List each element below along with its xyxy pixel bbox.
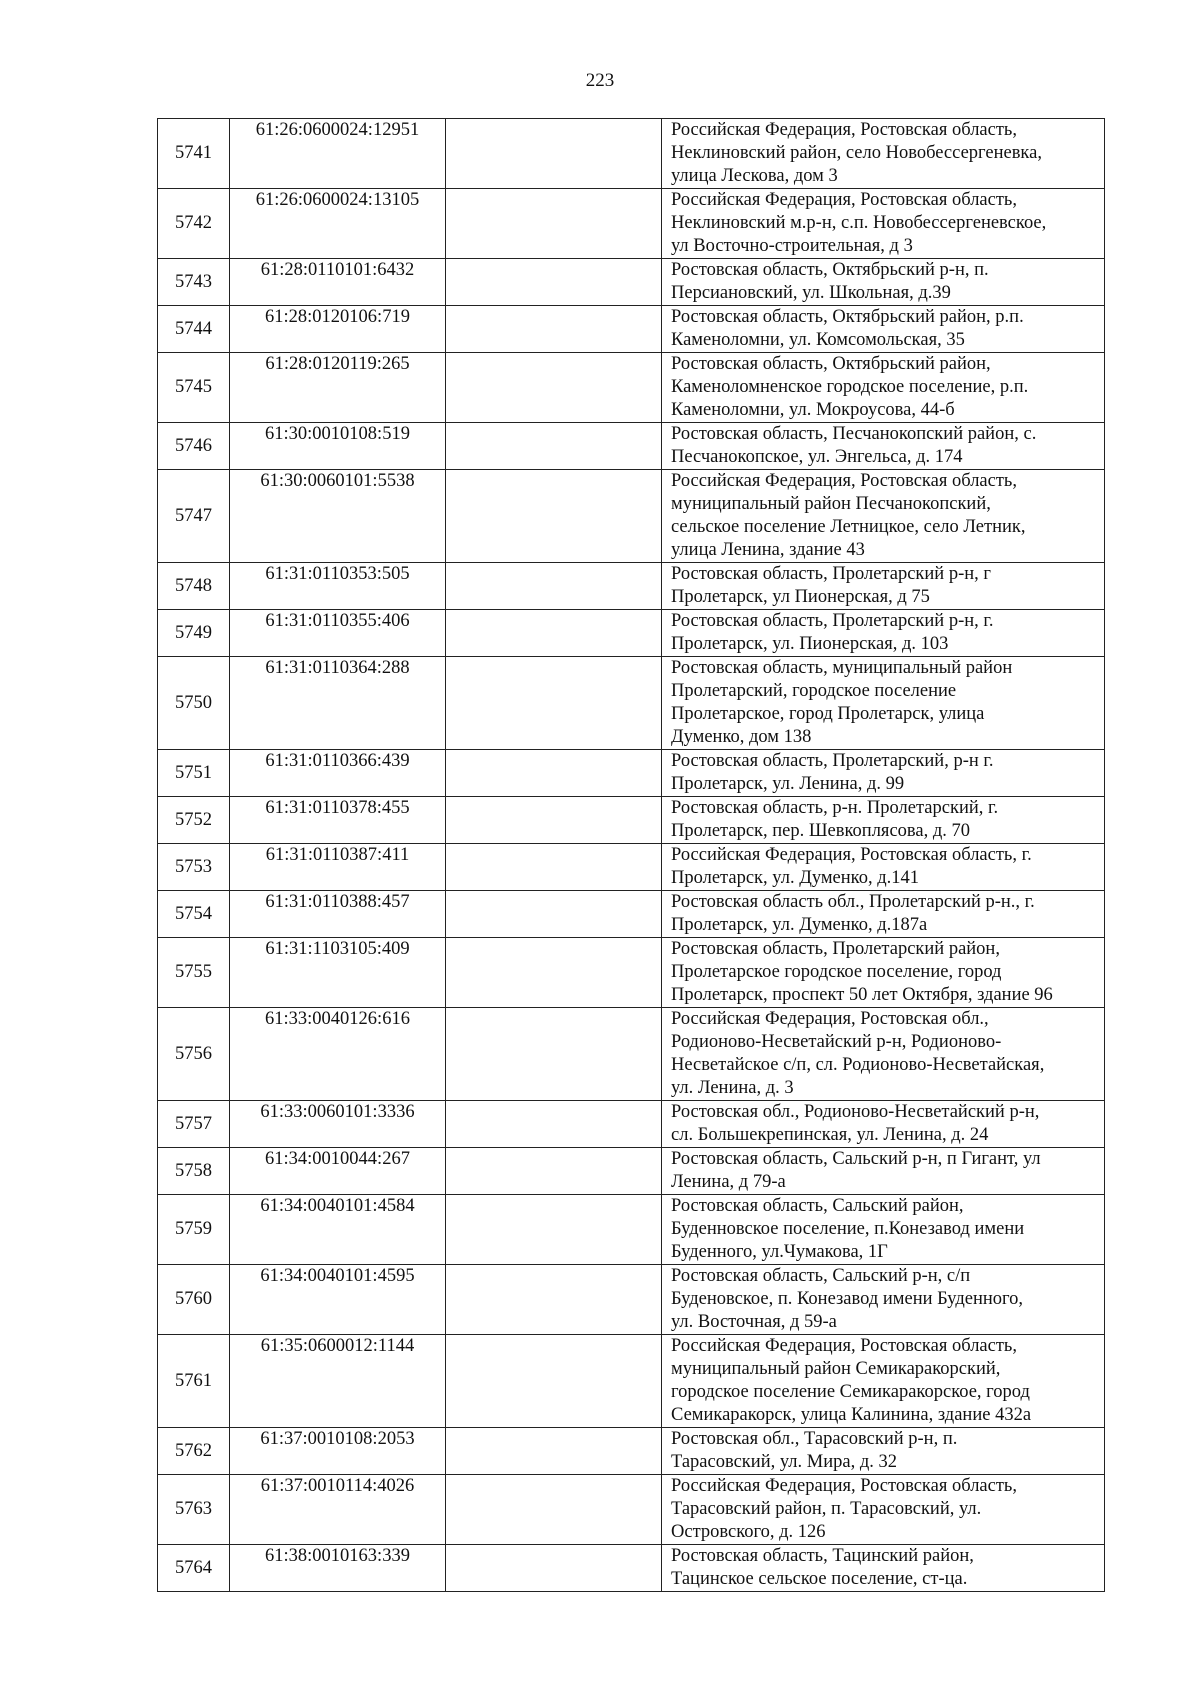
empty-cell <box>446 657 662 750</box>
row-number-cell: 5760 <box>158 1265 230 1335</box>
empty-cell <box>446 259 662 306</box>
address-cell <box>662 189 1105 259</box>
address-line: Семикаракорск, улица Калинина, здание 432а <box>671 1405 1032 1425</box>
address-line: муниципальный район Семикаракорский, <box>671 1359 1001 1379</box>
empty-cell <box>446 1148 662 1195</box>
empty-cell <box>446 1265 662 1335</box>
address-line: Ростовская область, Сальский р-н, с/п <box>671 1266 971 1286</box>
address-line: ул. Ленина, д. 3 <box>671 1078 794 1098</box>
cadastral-number-cell: 61:31:0110388:457 <box>230 891 446 938</box>
table-row <box>158 306 1105 353</box>
table-row <box>158 1265 1105 1335</box>
row-number-cell: 5748 <box>158 563 230 610</box>
address-line: Тацинское сельское поселение, ст-ца. <box>671 1569 968 1589</box>
row-number-cell: 5764 <box>158 1545 230 1592</box>
empty-cell <box>446 563 662 610</box>
address-line: сл. Большекрепинская, ул. Ленина, д. 24 <box>671 1125 989 1145</box>
address-line: ул. Восточная, д 59-а <box>671 1312 837 1332</box>
address-cell <box>662 938 1105 1008</box>
cadastral-number-cell: 61:26:0600024:13105 <box>230 189 446 259</box>
address-line: Ростовская область, р-н. Пролетарский, г. <box>671 798 999 818</box>
cadastral-number-cell: 61:37:0010108:2053 <box>230 1428 446 1475</box>
row-number-cell: 5754 <box>158 891 230 938</box>
cadastral-number-cell: 61:31:0110353:505 <box>230 563 446 610</box>
table-row <box>158 563 1105 610</box>
address-line: Пролетарск, ул. Думенко, д.187а <box>671 915 928 935</box>
cadastral-number-cell: 61:37:0010114:4026 <box>230 1475 446 1545</box>
address-cell <box>662 119 1105 189</box>
table-row <box>158 1008 1105 1101</box>
row-number-cell: 5755 <box>158 938 230 1008</box>
row-number-cell: 5750 <box>158 657 230 750</box>
table-row <box>158 610 1105 657</box>
empty-cell <box>446 938 662 1008</box>
address-line: Пролетарск, пер. Шевкоплясова, д. 70 <box>671 821 971 841</box>
cadastral-number-cell: 61:31:0110364:288 <box>230 657 446 750</box>
address-line: Ростовская область, Сальский район, <box>671 1196 964 1216</box>
address-line: Ростовская область, Песчанокопский район, с. <box>671 424 1037 444</box>
address-line: городское поселение Семикаракорское, город <box>671 1382 1030 1402</box>
row-number-cell: 5756 <box>158 1008 230 1101</box>
empty-cell <box>446 1428 662 1475</box>
address-line: Российская Федерация, Ростовская область, <box>671 1476 1017 1496</box>
cadastral-number-cell: 61:28:0110101:6432 <box>230 259 446 306</box>
empty-cell <box>446 423 662 470</box>
address-cell <box>662 1101 1105 1148</box>
address-line: Российская Федерация, Ростовская область, <box>671 471 1017 491</box>
address-cell <box>662 423 1105 470</box>
cadastral-number-cell: 61:28:0120119:265 <box>230 353 446 423</box>
cadastral-number-cell: 61:30:0060101:5538 <box>230 470 446 563</box>
empty-cell <box>446 610 662 657</box>
cadastral-number-cell: 61:35:0600012:1144 <box>230 1335 446 1428</box>
page-number: 223 <box>585 70 615 91</box>
address-line: Каменоломни, ул. Мокроусова, 44-б <box>671 400 955 420</box>
row-number-cell: 5761 <box>158 1335 230 1428</box>
address-line: Каменоломненское городское поселение, р.п. <box>671 377 1029 397</box>
cadastral-number-cell: 61:38:0010163:339 <box>230 1545 446 1592</box>
address-line: Пролетарск, ул. Думенко, д.141 <box>671 868 919 888</box>
cadastral-number-cell: 61:31:0110355:406 <box>230 610 446 657</box>
table-row <box>158 259 1105 306</box>
empty-cell <box>446 189 662 259</box>
address-line: Песчанокопское, ул. Энгельса, д. 174 <box>671 447 963 467</box>
registry-table <box>157 118 1105 1592</box>
row-number-cell: 5746 <box>158 423 230 470</box>
cadastral-number-cell: 61:28:0120106:719 <box>230 306 446 353</box>
table-row <box>158 1545 1105 1592</box>
cadastral-number-cell: 61:31:0110366:439 <box>230 750 446 797</box>
address-line: улица Ленина, здание 43 <box>671 540 865 560</box>
cadastral-number-cell: 61:34:0040101:4584 <box>230 1195 446 1265</box>
table-row <box>158 1475 1105 1545</box>
row-number-cell: 5749 <box>158 610 230 657</box>
address-line: Ростовская область, Октябрьский район, <box>671 354 991 374</box>
empty-cell <box>446 1101 662 1148</box>
address-line: Ростовская область, Тацинский район, <box>671 1546 974 1566</box>
empty-cell <box>446 891 662 938</box>
row-number-cell: 5751 <box>158 750 230 797</box>
address-line: Думенко, дом 138 <box>671 727 812 747</box>
table-row <box>158 844 1105 891</box>
empty-cell <box>446 1335 662 1428</box>
address-line: Ростовская область, муниципальный район <box>671 658 1013 678</box>
row-number-cell: 5752 <box>158 797 230 844</box>
row-number-cell: 5741 <box>158 119 230 189</box>
empty-cell <box>446 797 662 844</box>
address-line: Российская Федерация, Ростовская обл., <box>671 1009 989 1029</box>
address-line: Ленина, д 79-а <box>671 1172 786 1192</box>
table-row <box>158 1101 1105 1148</box>
cadastral-number-cell: 61:31:0110387:411 <box>230 844 446 891</box>
address-cell <box>662 1475 1105 1545</box>
registry-table-body <box>158 119 1105 1592</box>
cadastral-number-cell: 61:34:0040101:4595 <box>230 1265 446 1335</box>
empty-cell <box>446 119 662 189</box>
address-cell <box>662 844 1105 891</box>
table-row <box>158 1195 1105 1265</box>
address-line: Российская Федерация, Ростовская область, г. <box>671 845 1032 865</box>
table-row <box>158 119 1105 189</box>
address-cell <box>662 610 1105 657</box>
address-line: Родионово-Несветайский р-н, Родионово- <box>671 1032 1002 1052</box>
address-line: улица Лескова, дом 3 <box>671 166 838 186</box>
row-number-cell: 5744 <box>158 306 230 353</box>
row-number-cell: 5763 <box>158 1475 230 1545</box>
address-line: Буденовское, п. Конезавод имени Буденного, <box>671 1289 1024 1309</box>
table-row <box>158 470 1105 563</box>
row-number-cell: 5743 <box>158 259 230 306</box>
address-cell <box>662 259 1105 306</box>
address-line: Ростовская обл., Тарасовский р-н, п. <box>671 1429 958 1449</box>
address-line: Неклиновский м.р-н, с.п. Новобессергеневское, <box>671 213 1047 233</box>
address-line: Пролетарск, проспект 50 лет Октября, здание 96 <box>671 985 1053 1005</box>
address-line: Ростовская область, Пролетарский район, <box>671 939 1000 959</box>
address-line: Российская Федерация, Ростовская область, <box>671 190 1017 210</box>
cadastral-number-cell: 61:31:1103105:409 <box>230 938 446 1008</box>
address-line: Пролетарский, городское поселение <box>671 681 957 701</box>
address-line: Островского, д. 126 <box>671 1522 826 1542</box>
address-line: Ростовская область обл., Пролетарский р-н., г. <box>671 892 1035 912</box>
cadastral-number-cell: 61:33:0060101:3336 <box>230 1101 446 1148</box>
address-line: Пролетарское городское поселение, город <box>671 962 1002 982</box>
empty-cell <box>446 1195 662 1265</box>
address-line: Российская Федерация, Ростовская область, <box>671 120 1017 140</box>
address-cell <box>662 1335 1105 1428</box>
address-line: Ростовская обл., Родионово-Несветайский р-н, <box>671 1102 1040 1122</box>
address-line: Пролетарск, ул. Ленина, д. 99 <box>671 774 905 794</box>
address-cell <box>662 1148 1105 1195</box>
cadastral-number-cell: 61:31:0110378:455 <box>230 797 446 844</box>
address-line: Ростовская область, Октябрьский р-н, п. <box>671 260 989 280</box>
address-line: Неклиновский район, село Новобессергеневка, <box>671 143 1042 163</box>
address-line: муниципальный район Песчанокопский, <box>671 494 991 514</box>
address-cell <box>662 563 1105 610</box>
table-row <box>158 1148 1105 1195</box>
table-row <box>158 353 1105 423</box>
row-number-cell: 5747 <box>158 470 230 563</box>
address-cell <box>662 1265 1105 1335</box>
address-line: ул Восточно-строительная, д 3 <box>671 236 913 256</box>
table-row <box>158 1428 1105 1475</box>
address-line: Несветайское с/п, сл. Родионово-Несветайская, <box>671 1055 1045 1075</box>
address-cell <box>662 306 1105 353</box>
address-line: Ростовская область, Пролетарский р-н, г. <box>671 611 994 631</box>
row-number-cell: 5757 <box>158 1101 230 1148</box>
table-row <box>158 657 1105 750</box>
empty-cell <box>446 470 662 563</box>
address-line: Тарасовский, ул. Мира, д. 32 <box>671 1452 897 1472</box>
row-number-cell: 5758 <box>158 1148 230 1195</box>
empty-cell <box>446 844 662 891</box>
cadastral-number-cell: 61:26:0600024:12951 <box>230 119 446 189</box>
empty-cell <box>446 1475 662 1545</box>
address-cell <box>662 1195 1105 1265</box>
empty-cell <box>446 306 662 353</box>
address-line: Российская Федерация, Ростовская область, <box>671 1336 1017 1356</box>
address-cell <box>662 1428 1105 1475</box>
address-line: Пролетарское, город Пролетарск, улица <box>671 704 985 724</box>
address-line: сельское поселение Летницкое, село Летник, <box>671 517 1026 537</box>
address-cell <box>662 657 1105 750</box>
table-row <box>158 423 1105 470</box>
address-line: Ростовская область, Пролетарский р-н, г <box>671 564 991 584</box>
address-cell <box>662 1545 1105 1592</box>
address-line: Тарасовский район, п. Тарасовский, ул. <box>671 1499 982 1519</box>
address-line: Пролетарск, ул. Пионерская, д. 103 <box>671 634 949 654</box>
cadastral-number-cell: 61:30:0010108:519 <box>230 423 446 470</box>
address-cell <box>662 797 1105 844</box>
address-cell <box>662 470 1105 563</box>
address-line: Ростовская область, Октябрьский район, р.п. <box>671 307 1024 327</box>
table-row <box>158 938 1105 1008</box>
table-row <box>158 797 1105 844</box>
empty-cell <box>446 1008 662 1101</box>
cadastral-number-cell: 61:33:0040126:616 <box>230 1008 446 1101</box>
address-cell <box>662 750 1105 797</box>
address-line: Буденного, ул.Чумакова, 1Г <box>671 1242 888 1262</box>
address-cell <box>662 1008 1105 1101</box>
address-line: Персиановский, ул. Школьная, д.39 <box>671 283 951 303</box>
table-row <box>158 750 1105 797</box>
address-line: Буденновское поселение, п.Конезавод имени <box>671 1219 1025 1239</box>
empty-cell <box>446 1545 662 1592</box>
cadastral-number-cell: 61:34:0010044:267 <box>230 1148 446 1195</box>
row-number-cell: 5742 <box>158 189 230 259</box>
table-row <box>158 189 1105 259</box>
row-number-cell: 5753 <box>158 844 230 891</box>
table-row <box>158 1335 1105 1428</box>
empty-cell <box>446 750 662 797</box>
address-line: Пролетарск, ул Пионерская, д 75 <box>671 587 930 607</box>
row-number-cell: 5759 <box>158 1195 230 1265</box>
empty-cell <box>446 353 662 423</box>
address-line: Ростовская область, Пролетарский, р-н г. <box>671 751 994 771</box>
row-number-cell: 5762 <box>158 1428 230 1475</box>
address-line: Каменоломни, ул. Комсомольская, 35 <box>671 330 965 350</box>
address-line: Ростовская область, Сальский р-н, п Гигант, ул <box>671 1149 1041 1169</box>
address-cell <box>662 891 1105 938</box>
address-cell <box>662 353 1105 423</box>
table-row <box>158 891 1105 938</box>
row-number-cell: 5745 <box>158 353 230 423</box>
